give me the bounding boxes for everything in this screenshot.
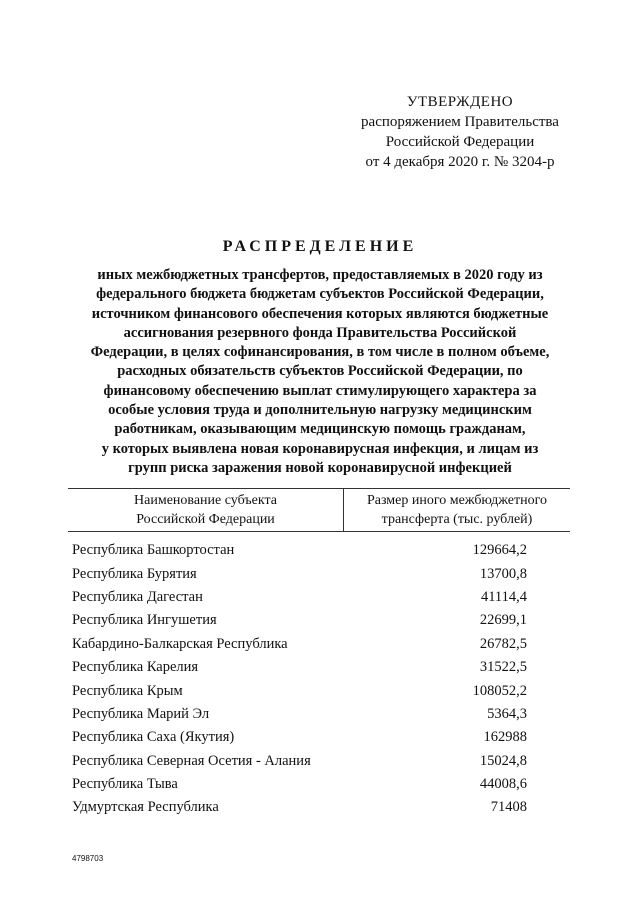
subtitle-line: работникам, оказывающим медицинскую помощь гражданам, — [114, 421, 526, 438]
subtitle-line: иных межбюджетных трансфертов, предоставляемых в 2020 году из — [97, 267, 543, 283]
column-header-amount-line-2: трансферта (тыс. рублей) — [381, 512, 533, 527]
subtitle-line: финансовому обеспечению выплат стимулирующего характера за — [103, 382, 537, 399]
table-row — [72, 656, 572, 679]
subject-name: Республика Ингушетия — [72, 612, 217, 629]
document-title: РАСПРЕДЕЛЕНИЕ — [222, 238, 418, 255]
subject-name: Республика Бурятия — [72, 565, 197, 582]
transfer-amount: 15024,8 — [479, 752, 527, 769]
column-header-amount — [344, 489, 570, 531]
transfer-amount: 41114,4 — [480, 588, 527, 605]
subtitle-line: федерального бюджета бюджетам субъектов Российской Федерации, — [96, 286, 544, 303]
subject-name: Республика Саха (Якутия) — [72, 729, 235, 746]
table-row — [72, 633, 572, 656]
table-row — [72, 609, 572, 632]
table-header — [68, 488, 570, 532]
subtitle-line: расходных обязательств субъектов Российской Федерации, по — [117, 363, 523, 380]
subject-name: Республика Тыва — [72, 776, 178, 793]
transfer-amount: 5364,3 — [487, 705, 527, 722]
transfer-amount: 71408 — [490, 799, 527, 816]
subject-name: Удмуртская Республика — [72, 799, 219, 816]
transfer-amount: 31522,5 — [479, 659, 527, 676]
subject-name: Республика Марий Эл — [72, 705, 210, 722]
transfer-amount: 13700,8 — [479, 565, 527, 582]
table-row — [72, 773, 572, 796]
document-subtitle — [60, 266, 580, 478]
column-header-subject-line-2: Российской Федерации — [136, 512, 275, 527]
table-row — [72, 562, 572, 585]
table-row — [72, 796, 572, 819]
transfer-amount: 26782,5 — [479, 635, 527, 652]
subtitle-line: Федерации, в целях софинансирования, в том числе в полном объеме, — [90, 344, 550, 361]
table-body — [72, 539, 572, 820]
subtitle-line: групп риска заражения новой коронавирусной инфекцией — [128, 459, 512, 476]
column-header-subject — [68, 489, 344, 531]
approval-heading: УТВЕРЖДЕНО — [406, 94, 514, 110]
table-row — [72, 586, 572, 609]
subtitle-line: у которых выявлена новая коронавирусная инфекция, и лицам из — [101, 440, 539, 457]
transfer-amount: 162988 — [483, 729, 527, 746]
transfer-amount: 108052,2 — [472, 682, 527, 699]
subtitle-line: особые условия труда и дополнительную нагрузку медицинским — [108, 402, 532, 419]
subject-name: Республика Дагестан — [72, 588, 203, 605]
table-row — [72, 539, 572, 562]
approval-line-3: Российской Федерации — [385, 134, 535, 150]
transfer-amount: 129664,2 — [472, 542, 527, 559]
column-header-amount-line-1: Размер иного межбюджетного — [366, 493, 548, 508]
transfer-amount: 44008,6 — [479, 776, 527, 793]
subtitle-line: ассигнования резервного фонда Правительства Российской — [123, 324, 517, 341]
table-row — [72, 726, 572, 749]
subject-name: Республика Башкортостан — [72, 542, 235, 559]
approval-block — [330, 92, 590, 172]
subject-name: Республика Карелия — [72, 659, 199, 676]
subject-name: Республика Северная Осетия - Алания — [72, 752, 311, 769]
subtitle-line: источником финансового обеспечения которых являются бюджетные — [91, 305, 549, 322]
table-row — [72, 750, 572, 773]
transfer-amount: 22699,1 — [479, 612, 527, 629]
subject-name: Республика Крым — [72, 682, 183, 699]
subject-name: Кабардино-Балкарская Республика — [72, 635, 288, 652]
column-header-subject-line-1: Наименование субъекта — [134, 493, 277, 508]
table-row — [72, 679, 572, 702]
approval-line-2: распоряжением Правительства — [361, 114, 559, 130]
table-row — [72, 703, 572, 726]
approval-line-4: от 4 декабря 2020 г. № 3204-р — [365, 154, 555, 170]
document-code: 4798703 — [72, 854, 104, 863]
